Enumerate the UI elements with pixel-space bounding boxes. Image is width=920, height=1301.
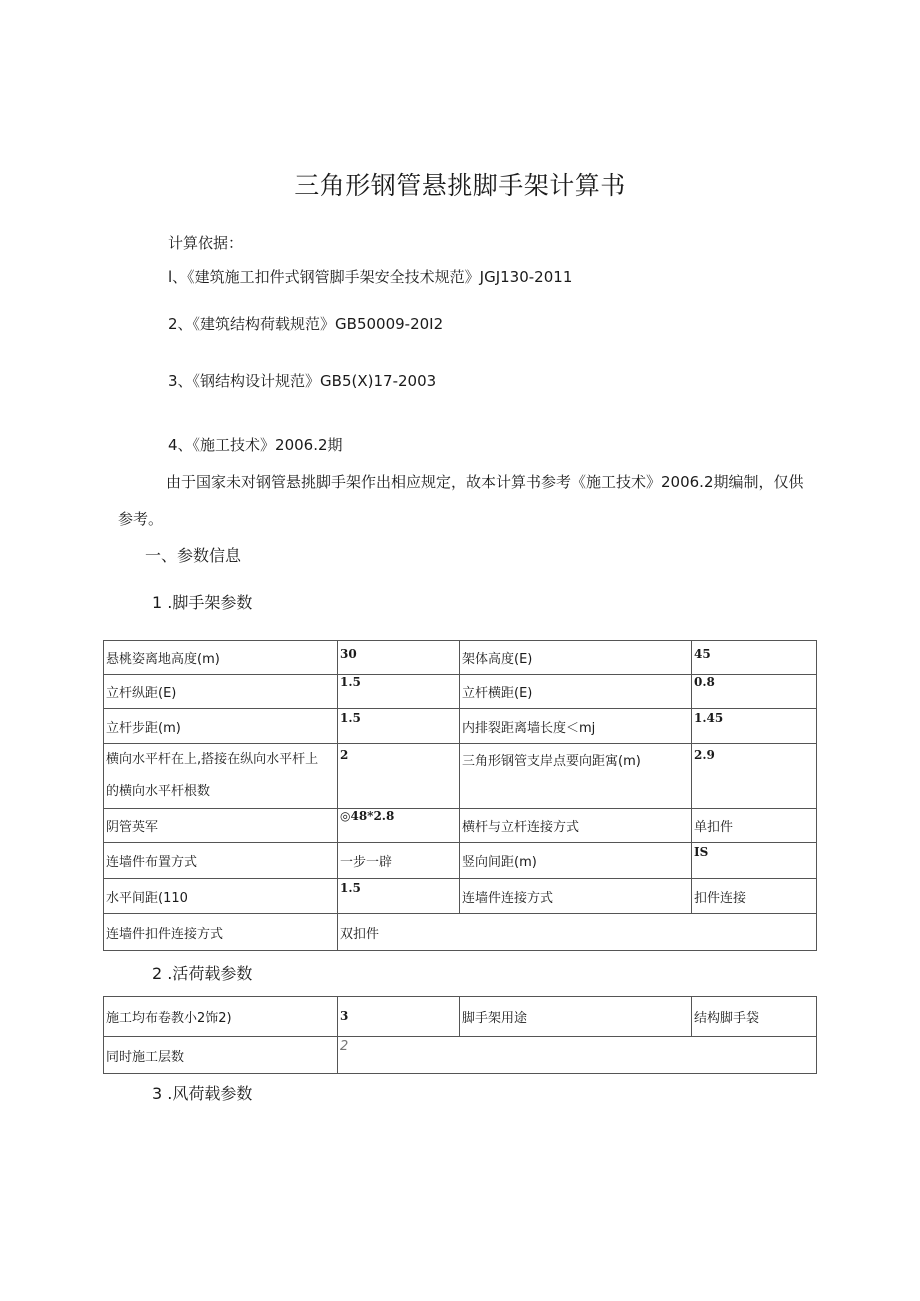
param-value: 0.8 [692, 675, 817, 709]
subheading-live-load-params: 2 .活荷载参数 [152, 964, 253, 983]
param-value: 双扣件 [338, 914, 817, 951]
basis-note: 由于国家未对钢管悬挑脚手架作出相应规定，故本计算书参考《施工技术》2006.2期编制，仅供参考。 [118, 473, 804, 528]
table-row [104, 914, 817, 951]
param-value: 1.45 [692, 709, 817, 744]
basis-heading: 计算依据： [168, 234, 244, 252]
param-value: IS [692, 843, 817, 879]
param-label: 脚手架用途 [460, 997, 692, 1037]
param-label: 横杆与立杆连接方式 [460, 809, 692, 843]
param-value: 扣件连接 [692, 879, 817, 914]
param-label: 连墙件扣件连接方式 [104, 914, 338, 951]
scaffold-params-table [103, 640, 817, 951]
table-row [104, 709, 817, 744]
section-heading-params: 一、参数信息 [145, 546, 242, 565]
param-value: 一步一辟 [338, 843, 460, 879]
param-value: 2 [338, 1037, 817, 1074]
basis-item-4: 4、《施工技术》2006.2期 [168, 436, 343, 454]
param-label-line-1: 横向水平杆在上,搭接在纵向水平杆上 [106, 752, 319, 767]
param-label: 内排裂距离墙长度＜mj [460, 709, 692, 744]
basis-item-2: 2、《建筑结构荷载规范》GB50009-20I2 [168, 315, 444, 333]
live-load-params-table [103, 996, 817, 1074]
param-value: 单扣件 [692, 809, 817, 843]
basis-item-3: 3、《钢结构设计规范》GB5(X)17-2003 [168, 372, 437, 390]
param-label: 三角形钢管支岸点要向距寓(m) [460, 744, 692, 809]
param-value: 45 [692, 641, 817, 675]
param-label: 阴管英军 [104, 809, 338, 843]
param-label: 悬桃姿离地高度(m) [104, 641, 338, 675]
param-label: 竖向间距(m) [460, 843, 692, 879]
table-row [104, 744, 817, 809]
table-row [104, 809, 817, 843]
param-label: 连墙件布置方式 [104, 843, 338, 879]
param-label: 立杆纵距(E) [104, 675, 338, 709]
param-label: 连墙件连接方式 [460, 879, 692, 914]
basis-item-1: l、《建筑施工扣件式钢管脚手架安全技术规范》JGJ130-2011 [168, 268, 573, 286]
param-value: ◎48*2.8 [338, 809, 460, 843]
param-label: 同时施工层数 [104, 1037, 338, 1074]
table-row [104, 997, 817, 1037]
param-label: 水平间距(110 [104, 879, 338, 914]
page-title: 三角形钢管悬挑脚手架计算书 [294, 171, 626, 200]
param-value: 1.5 [338, 709, 460, 744]
param-label: 施工均布卷教小2饰2) [104, 997, 338, 1037]
table-row [104, 879, 817, 914]
subheading-scaffold-params: 1 .脚手架参数 [152, 593, 253, 612]
param-value: 2 [338, 744, 460, 809]
table-row [104, 641, 817, 675]
table-row [104, 675, 817, 709]
table-row [104, 1037, 817, 1074]
param-label: 立杆横距(E) [460, 675, 692, 709]
param-value: 1.5 [338, 675, 460, 709]
param-label-line-2: 的横向水平杆根数 [106, 784, 211, 799]
param-value: 30 [338, 641, 460, 675]
subheading-wind-load-params: 3 .风荷载参数 [152, 1084, 253, 1103]
param-label: 架体高度(E) [460, 641, 692, 675]
param-label [104, 744, 338, 809]
param-value: 2.9 [692, 744, 817, 809]
param-value: 1.5 [338, 879, 460, 914]
param-value: 3 [338, 997, 460, 1037]
param-value: 结构脚手袋 [692, 997, 817, 1037]
param-label: 立杆步距(m) [104, 709, 338, 744]
table-row [104, 843, 817, 879]
